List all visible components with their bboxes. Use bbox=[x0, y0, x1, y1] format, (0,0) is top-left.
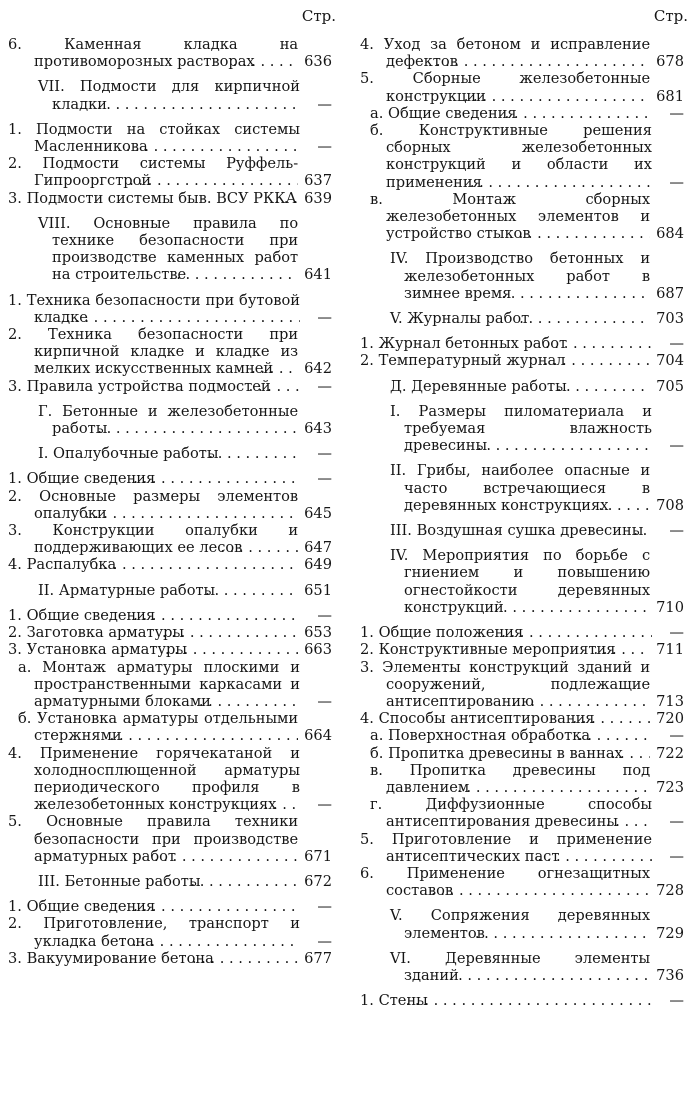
toc-entry bbox=[8, 78, 336, 112]
toc-entry-title: г. Диффузионные способы антисептирования древесины . . . bbox=[360, 796, 652, 830]
toc-entry-list bbox=[8, 36, 336, 967]
toc-entry bbox=[8, 873, 336, 890]
toc-entry bbox=[8, 378, 336, 395]
toc-entry-title: 4. Уход за бетоном и исправление дефектов . . . bbox=[360, 36, 650, 70]
toc-entry bbox=[8, 121, 336, 155]
toc-entry bbox=[360, 352, 688, 369]
toc-entry-page: 703 bbox=[656, 310, 684, 328]
toc-entry bbox=[8, 813, 336, 865]
toc-entry bbox=[360, 762, 688, 796]
toc-entry-page: 639 bbox=[304, 189, 332, 207]
toc-entry-page: 645 bbox=[304, 504, 332, 522]
toc-entry-title: VII. Подмости для кирпичной кладки . . . bbox=[8, 78, 300, 112]
toc-entry bbox=[360, 547, 688, 616]
toc-entry-title: V. Журналы работ . . . bbox=[360, 310, 650, 327]
toc-entry bbox=[360, 403, 688, 455]
toc-entry-page: 708 bbox=[656, 496, 684, 514]
toc-entry bbox=[8, 641, 336, 658]
toc-entry bbox=[8, 445, 336, 462]
toc-entry bbox=[8, 215, 336, 284]
toc-entry-page: — bbox=[304, 607, 332, 624]
toc-entry bbox=[360, 624, 688, 641]
toc-entry-title: 2. Подмости системы Руффель-Гипрооргстрой . . . bbox=[8, 155, 298, 189]
toc-entry-page: 677 bbox=[304, 949, 332, 967]
toc-entry-page: 711 bbox=[656, 641, 684, 659]
toc-entry-page: — bbox=[304, 138, 332, 155]
toc-entry-list bbox=[360, 36, 688, 1009]
toc-entry bbox=[360, 250, 688, 302]
toc-entry-page: — bbox=[304, 96, 332, 113]
toc-entry-title: 6. Применение огнезащитных составов . . . bbox=[360, 865, 650, 899]
toc-entry-page: 728 bbox=[656, 882, 684, 900]
toc-entry-title: 2. Температурный журнал . . . bbox=[360, 352, 650, 369]
toc-entry-title: IV. Производство бетонных и железобетонных работ в зимнее время . . . bbox=[360, 250, 650, 302]
toc-entry bbox=[8, 155, 336, 189]
toc-entry-page: — bbox=[656, 105, 684, 122]
toc-entry-page: 713 bbox=[656, 692, 684, 710]
toc-entry-title: 3. Элементы конструкций зданий и сооружений, подлежащие антисептированию . . . bbox=[360, 659, 650, 711]
toc-entry bbox=[360, 462, 688, 514]
toc-entry bbox=[8, 710, 336, 744]
toc-entry-page: — bbox=[304, 693, 332, 710]
toc-entry-title: 5. Сборные железобетонные конструкции . . . bbox=[360, 70, 650, 104]
toc-entry-title: I. Размеры пиломатериала и требуемая влажность древесины . . . bbox=[360, 403, 652, 455]
page-column-label: Стр. bbox=[653, 7, 688, 25]
toc-entry-title: 1. Журнал бетонных работ . . . bbox=[360, 335, 652, 352]
toc-entry-title: II. Грибы, наиболее опасные и часто встречающиеся в деревянных конструкциях . . . bbox=[360, 462, 650, 514]
toc-entry-page: 681 bbox=[656, 87, 684, 105]
toc-entry-title: IV. Мероприятия по борьбе с гниением и повышению огнестойкости деревянных конструкций . . . bbox=[360, 547, 650, 616]
toc-entry bbox=[360, 907, 688, 941]
toc-entry-page: — bbox=[656, 813, 684, 830]
toc-entry bbox=[360, 796, 688, 830]
toc-entry bbox=[8, 292, 336, 326]
toc-entry bbox=[8, 950, 336, 967]
toc-entry-page: — bbox=[304, 898, 332, 915]
toc-entry-title: а. Монтаж арматуры плоскими и пространственными каркасами и арматурными блоками . . . bbox=[8, 659, 300, 711]
toc-entry-title: 5. Основные правила техники безопасности при производстве арматурных работ . . . bbox=[8, 813, 298, 865]
toc-entry-title: 3. Установка арматуры . . . bbox=[8, 641, 298, 658]
toc-entry-title: 1. Общие положения . . . bbox=[360, 624, 652, 641]
toc-entry-page: — bbox=[304, 470, 332, 487]
toc-entry-page: 672 bbox=[304, 872, 332, 890]
toc-entry-page: 684 bbox=[656, 225, 684, 243]
toc-entry bbox=[360, 105, 688, 122]
toc-entry bbox=[8, 522, 336, 556]
toc-entry-title: 1. Общие сведения . . . bbox=[8, 470, 300, 487]
toc-entry-page: — bbox=[304, 378, 332, 395]
toc-entry-page: 647 bbox=[304, 539, 332, 557]
toc-entry-title: II. Арматурные работы . . . bbox=[8, 582, 298, 599]
toc-entry bbox=[360, 378, 688, 395]
toc-entry-page: — bbox=[304, 309, 332, 326]
toc-entry-title: 1. Общие сведения . . . bbox=[8, 607, 300, 624]
toc-entry-page: — bbox=[656, 522, 684, 539]
toc-entry-title: Д. Деревянные работы . . . bbox=[360, 378, 650, 395]
toc-entry bbox=[8, 488, 336, 522]
toc-entry bbox=[360, 70, 688, 104]
toc-entry-title: 4. Распалубка . . . bbox=[8, 556, 298, 573]
toc-entry-page: 651 bbox=[304, 581, 332, 599]
toc-entry-title: б. Пропитка древесины в ваннах . . . bbox=[360, 745, 650, 762]
toc-entry-page: — bbox=[304, 933, 332, 950]
toc-entry-title: 2. Приготовление, транспорт и укладка бетона . . . bbox=[8, 915, 300, 949]
toc-entry-page: — bbox=[656, 848, 684, 865]
toc-entry bbox=[8, 607, 336, 624]
toc-left-column bbox=[8, 6, 336, 967]
toc-entry-title: а. Поверхностная обработка . . . bbox=[360, 727, 652, 744]
toc-entry-page: 642 bbox=[304, 360, 332, 378]
toc-entry bbox=[360, 335, 688, 352]
toc-entry-page: 723 bbox=[656, 778, 684, 796]
toc-entry-title: V. Сопряжения деревянных элементов . . . bbox=[360, 907, 650, 941]
toc-entry bbox=[360, 659, 688, 711]
toc-entry-title: 1. Подмости на стойках системы Масленникова . . . bbox=[8, 121, 300, 155]
toc-entry-title: 1. Стены . . . bbox=[360, 992, 652, 1009]
toc-entry-title: 3. Конструкции опалубки и поддерживающих ее лесов . . . bbox=[8, 522, 298, 556]
toc-entry-page: 704 bbox=[656, 352, 684, 370]
toc-entry bbox=[8, 898, 336, 915]
toc-entry-page: 678 bbox=[656, 53, 684, 71]
toc-entry bbox=[360, 831, 688, 865]
toc-entry bbox=[8, 326, 336, 378]
toc-entry-page: — bbox=[304, 445, 332, 462]
toc-entry bbox=[360, 310, 688, 327]
toc-entry bbox=[8, 582, 336, 599]
toc-entry-title: 1. Общие сведения . . . bbox=[8, 898, 300, 915]
toc-entry-page: — bbox=[656, 437, 684, 454]
toc-entry bbox=[8, 659, 336, 711]
toc-entry-page: 649 bbox=[304, 556, 332, 574]
toc-entry-page: 664 bbox=[304, 727, 332, 745]
toc-entry bbox=[360, 710, 688, 727]
toc-entry-title: 6. Каменная кладка на противоморозных растворах . . . bbox=[8, 36, 298, 70]
toc-entry-title: VI. Деревянные элементы зданий . . . bbox=[360, 950, 650, 984]
toc-right-column bbox=[360, 6, 688, 1009]
toc-entry bbox=[360, 36, 688, 70]
toc-entry-title: VIII. Основные правила по технике безопасности при производстве каменных работ на строительстве . . . bbox=[8, 215, 298, 284]
toc-entry-title: б. Установка арматуры отдельными стержнями . . . bbox=[8, 710, 298, 744]
toc-entry bbox=[360, 992, 688, 1009]
toc-entry-page: 653 bbox=[304, 624, 332, 642]
toc-entry-page: 637 bbox=[304, 172, 332, 190]
toc-entry-title: 4. Способы антисептирования . . . bbox=[360, 710, 650, 727]
toc-entry-title: 3. Подмости системы быв. ВСУ РККА . . . bbox=[8, 190, 298, 207]
toc-entry-title: а. Общие сведения . . . bbox=[360, 105, 652, 122]
toc-entry bbox=[8, 624, 336, 641]
toc-entry bbox=[8, 36, 336, 70]
toc-entry-page: 687 bbox=[656, 284, 684, 302]
toc-entry-title: 3. Правила устройства подмостей . . . bbox=[8, 378, 300, 395]
toc-entry bbox=[8, 915, 336, 949]
toc-entry-page: 736 bbox=[656, 966, 684, 984]
toc-entry-page: 641 bbox=[304, 266, 332, 284]
toc-entry-title: 2. Заготовка арматуры . . . bbox=[8, 624, 298, 641]
toc-entry-title: 3. Вакуумирование бетона . . . bbox=[8, 950, 298, 967]
toc-entry-page: 643 bbox=[304, 420, 332, 438]
toc-entry bbox=[360, 191, 688, 243]
toc-entry bbox=[8, 556, 336, 573]
toc-entry-title: в. Пропитка древесины под давлением . . . bbox=[360, 762, 650, 796]
toc-entry-title: 1. Техника безопасности при бутовой кладке . . . bbox=[8, 292, 300, 326]
toc-entry-page: 705 bbox=[656, 377, 684, 395]
toc-entry-page: 722 bbox=[656, 744, 684, 762]
toc-entry-title: 2. Основные размеры элементов опалубки . . . bbox=[8, 488, 298, 522]
toc-entry-title: III. Воздушная сушка древесины . . . bbox=[360, 522, 652, 539]
toc-entry-page: 729 bbox=[656, 924, 684, 942]
toc-entry bbox=[360, 641, 688, 658]
toc-entry bbox=[360, 522, 688, 539]
toc-entry-title: 5. Приготовление и применение антисептических паст . . . bbox=[360, 831, 652, 865]
toc-entry-page: 671 bbox=[304, 847, 332, 865]
toc-entry bbox=[360, 122, 688, 191]
toc-entry-title: 2. Конструктивные мероприятия . . . bbox=[360, 641, 650, 658]
toc-entry-page: 710 bbox=[656, 598, 684, 616]
toc-entry bbox=[8, 190, 336, 207]
toc-entry-title: в. Монтаж сборных железобетонных элементов и устройство стыков . . . bbox=[360, 191, 650, 243]
toc-entry bbox=[360, 865, 688, 899]
toc-entry-title: I. Опалубочные работы . . . bbox=[8, 445, 300, 462]
toc-entry bbox=[8, 745, 336, 814]
toc-entry bbox=[8, 403, 336, 437]
toc-entry bbox=[360, 745, 688, 762]
toc-entry bbox=[360, 950, 688, 984]
toc-entry-page: 663 bbox=[304, 641, 332, 659]
toc-entry-page: 720 bbox=[656, 710, 684, 728]
toc-entry-title: 4. Применение горячекатаной и холодносплющенной арматуры периодического профиля в железобетонных конструкциях . . . bbox=[8, 745, 300, 814]
toc-entry-title: III. Бетонные работы . . . bbox=[8, 873, 298, 890]
toc-entry-title: Г. Бетонные и железобетонные работы . . . bbox=[8, 403, 298, 437]
toc-entry-page: — bbox=[656, 174, 684, 191]
toc-entry-page: — bbox=[656, 727, 684, 744]
toc-entry-page: — bbox=[656, 335, 684, 352]
page-column-label: Стр. bbox=[301, 7, 336, 25]
toc-entry bbox=[8, 470, 336, 487]
toc-entry-page: — bbox=[656, 992, 684, 1009]
toc-entry-title: б. Конструктивные решения сборных железобетонных конструкций и области их применения . . . bbox=[360, 122, 652, 191]
toc-entry bbox=[360, 727, 688, 744]
toc-entry-page: — bbox=[304, 796, 332, 813]
toc-entry-page: 636 bbox=[304, 53, 332, 71]
toc-entry-title: 2. Техника безопасности при кирпичной кладке и кладке из мелких искусственных камней . . . bbox=[8, 326, 298, 378]
toc-entry-page: — bbox=[656, 624, 684, 641]
